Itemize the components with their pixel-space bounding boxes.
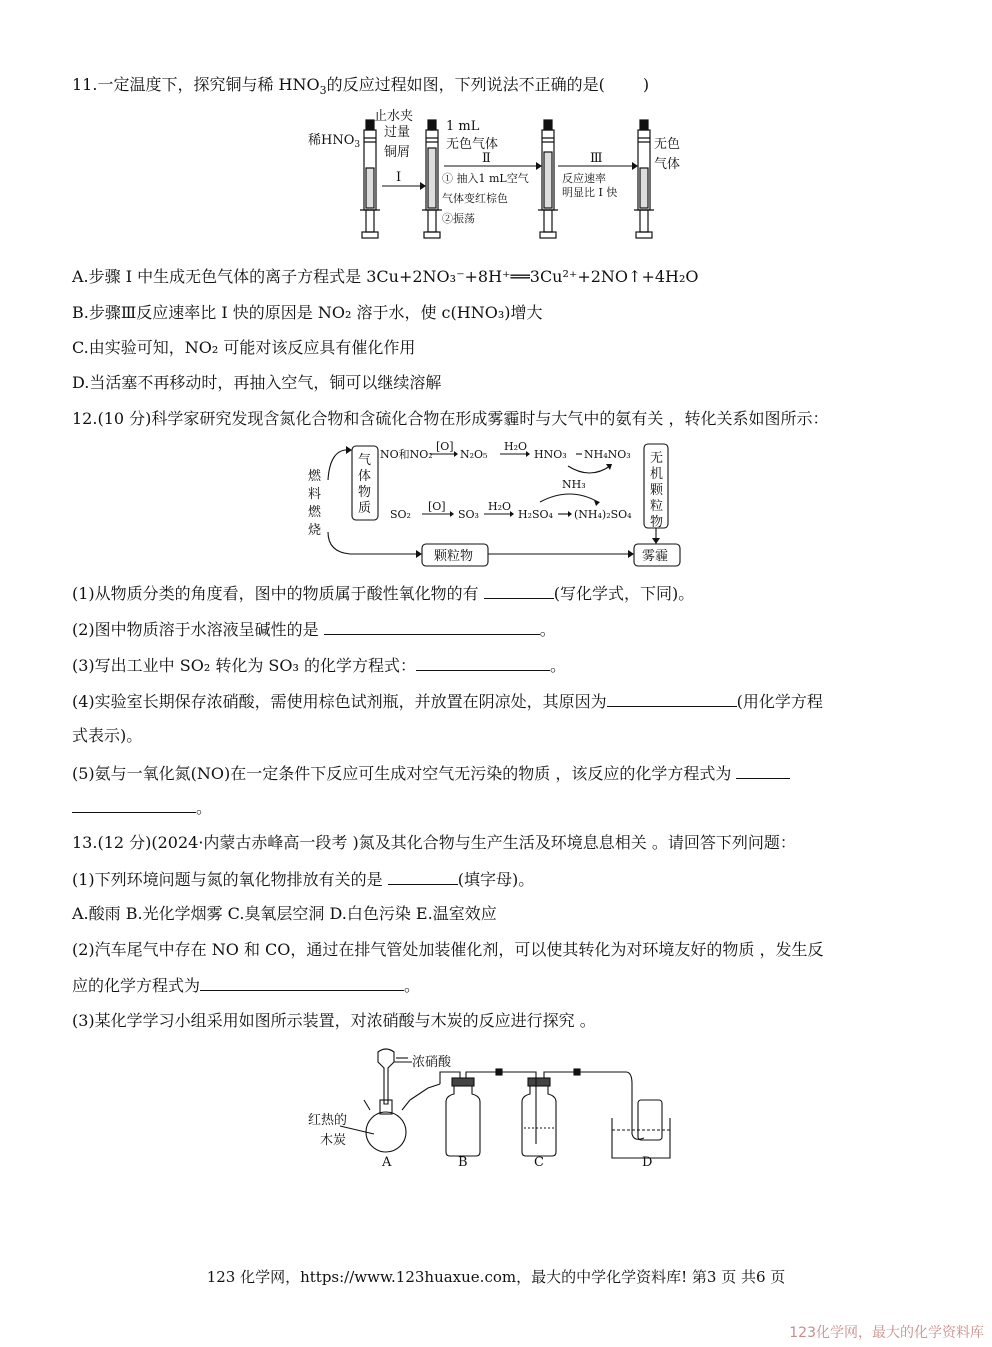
- trough-d: [612, 1118, 670, 1158]
- apparatus-d-label: D: [642, 1155, 653, 1169]
- inorganic-char-4: 粒: [650, 499, 664, 514]
- nh4no3-label: NH₄NO₃: [584, 448, 631, 461]
- gas-jar-d: [638, 1100, 662, 1140]
- q11-stem: 11.一定温度下，探究铜与稀 $HNO_3$的反应过程如图，下列说法不正确的是( ): [72, 75, 650, 98]
- fuel-char-2: 料: [308, 487, 322, 502]
- syringe-1: [360, 120, 380, 238]
- apparatus-a-label: A: [382, 1155, 392, 1169]
- q12-part-5: (5)氨与一氧化氮(NO)在一定条件下反应可生成对空气无污染的物质 ，该反应的化学方程式为: [72, 762, 790, 785]
- water-1-label: H₂O: [504, 440, 528, 453]
- q11-option-c: C.由实验可知，NO₂ 可能对该反应具有催化作用: [72, 338, 416, 357]
- dropping-funnel: [378, 1049, 394, 1104]
- haze-label: 雾霾: [642, 549, 669, 564]
- step-2-label: Ⅱ: [482, 151, 491, 166]
- q12-part-1: (1)从物质分类的角度看，图中的物质属于酸性氧化物的有 (写化学式，下同)。: [72, 584, 695, 603]
- inorganic-char-1: 无: [650, 451, 664, 466]
- water-2-label: H₂O: [488, 500, 512, 513]
- n2o5-label: N₂O₅: [460, 448, 488, 461]
- action-2-label: ②振荡: [442, 212, 475, 225]
- action-1-label: ① 抽入1 mL空气: [442, 172, 529, 185]
- action-1b-label: 气体变红棕色: [442, 192, 508, 205]
- rate-1-label: 反应速率: [562, 172, 606, 185]
- q13-choices: A.酸雨 B.光化学烟雾 C.臭氧层空洞 D.白色污染 E.温室效应: [72, 904, 497, 923]
- q12-part-2: (2)图中物质溶于水溶液呈碱性的是 。: [72, 620, 556, 639]
- q13-stem: 13.(12 分)(2024·内蒙古赤峰高一段考 )氮及其化合物与生产生活及环境息息相关 。请回答下列问题：: [72, 833, 796, 852]
- inorganic-char-2: 机: [650, 467, 664, 482]
- nh42so4-label: (NH₄)₂SO₄: [574, 508, 632, 521]
- apparatus-figure: [300, 1044, 690, 1169]
- syringe-experiment-figure: [300, 108, 700, 243]
- fuel-char-1: 燃: [308, 469, 322, 484]
- fuel-char-3: 燃: [308, 505, 322, 520]
- inorganic-char-5: 物: [650, 515, 664, 530]
- q12-part-4: (4)实验室长期保存浓硝酸，需使用棕色试剂瓶，并放置在阴凉处，其原因为 (用化学方程: [72, 692, 823, 711]
- q12-stem: 12.(10 分)科学家研究发现含氮化合物和含硫化合物在形成雾霾时与大气中的氨有关 ，转化关系如图所示：: [72, 409, 829, 428]
- colorless-gas-label: 无色气体: [446, 137, 499, 152]
- q11-option-a: A.步骤 Ⅰ 中生成无色气体的离子方程式是 3Cu+2NO₃⁻+8H⁺══3Cu²⁺+2NO↑+4H₂O: [72, 267, 699, 286]
- q13-part-3: (3)某化学学习小组采用如图所示装置，对浓硝酸与木炭的反应进行探究 。: [72, 1011, 596, 1030]
- apparatus-b-label: B: [458, 1155, 468, 1169]
- q12-part-4-cont: 式表示)。: [72, 726, 143, 745]
- excess-label: 过量: [384, 125, 411, 140]
- syringe-3: [538, 120, 558, 238]
- gas-char-1: 气: [358, 453, 372, 468]
- haze-conversion-figure: [300, 440, 700, 575]
- syringe-2: [422, 120, 442, 238]
- fuel-char-4: 烧: [308, 523, 322, 538]
- no-no2-label: NO和NO₂: [380, 448, 433, 461]
- hno3-label: HNO₃: [534, 448, 567, 461]
- copper-label: 铜屑: [384, 145, 411, 160]
- q13-part-2-cont: 应的化学方程式为 。: [72, 976, 421, 995]
- q11-option-d: D.当活塞不再移动时，再抽入空气，铜可以继续溶解: [72, 373, 442, 392]
- charcoal-label: 木炭: [320, 1133, 347, 1148]
- q12-part-5-cont: 。: [72, 796, 212, 819]
- apparatus-c-label: C: [534, 1155, 544, 1169]
- q13-part-2: (2)汽车尾气中存在 NO 和 CO，通过在排气管处加装催化剂，可以使其转化为对环境友好的物质 ，发生反: [72, 940, 824, 959]
- clamp-label: 止水夹: [374, 109, 414, 124]
- bottle-c: [522, 1084, 556, 1156]
- q12-part-3: (3)写出工业中 SO₂ 转化为 SO₃ 的化学方程式： 。: [72, 656, 567, 675]
- q11-option-b: B.步骤Ⅲ反应速率比 Ⅰ 快的原因是 NO₂ 溶于水，使 c(HNO₃)增大: [72, 303, 543, 322]
- oxidation-1-label: [O]: [436, 440, 454, 453]
- rate-2-label: 明显比 Ⅰ 快: [562, 186, 618, 199]
- oxidation-2-label: [O]: [428, 500, 446, 513]
- watermark: 123化学网，最大的化学资料库: [789, 1325, 984, 1341]
- gas-2-label: 气体: [654, 157, 681, 172]
- gas-char-4: 质: [358, 501, 372, 516]
- conc-hno3-label: 浓硝酸: [412, 1055, 452, 1070]
- page-footer: 123 化学网，https://www.123huaxue.com，最大的中学化学资料库! 第3 页 共6 页: [206, 1268, 786, 1286]
- one-ml-label: 1 mL: [446, 119, 480, 134]
- nh3-label: NH₃: [562, 478, 586, 491]
- step-3-label: Ⅲ: [590, 151, 603, 166]
- dilute-hno3-label: 稀$HNO_3$: [308, 133, 361, 150]
- syringe-4: [634, 120, 654, 238]
- so2-label: SO₂: [390, 508, 411, 521]
- colorless-2-label: 无色: [654, 137, 681, 152]
- h2so4-label: H₂SO₄: [518, 508, 553, 521]
- hot-label: 红热的: [308, 1113, 348, 1128]
- so3-label: SO₃: [458, 508, 479, 521]
- gas-char-3: 物: [358, 485, 372, 500]
- gas-char-2: 体: [358, 469, 372, 484]
- particles-label: 颗粒物: [434, 549, 474, 564]
- bottle-b: [446, 1084, 480, 1156]
- flask-a: [366, 1112, 406, 1152]
- q13-part-1: (1)下列环境问题与氮的氧化物排放有关的是 (填字母)。: [72, 870, 535, 889]
- inorganic-char-3: 颗: [650, 483, 664, 498]
- step-1-label: Ⅰ: [396, 170, 402, 185]
